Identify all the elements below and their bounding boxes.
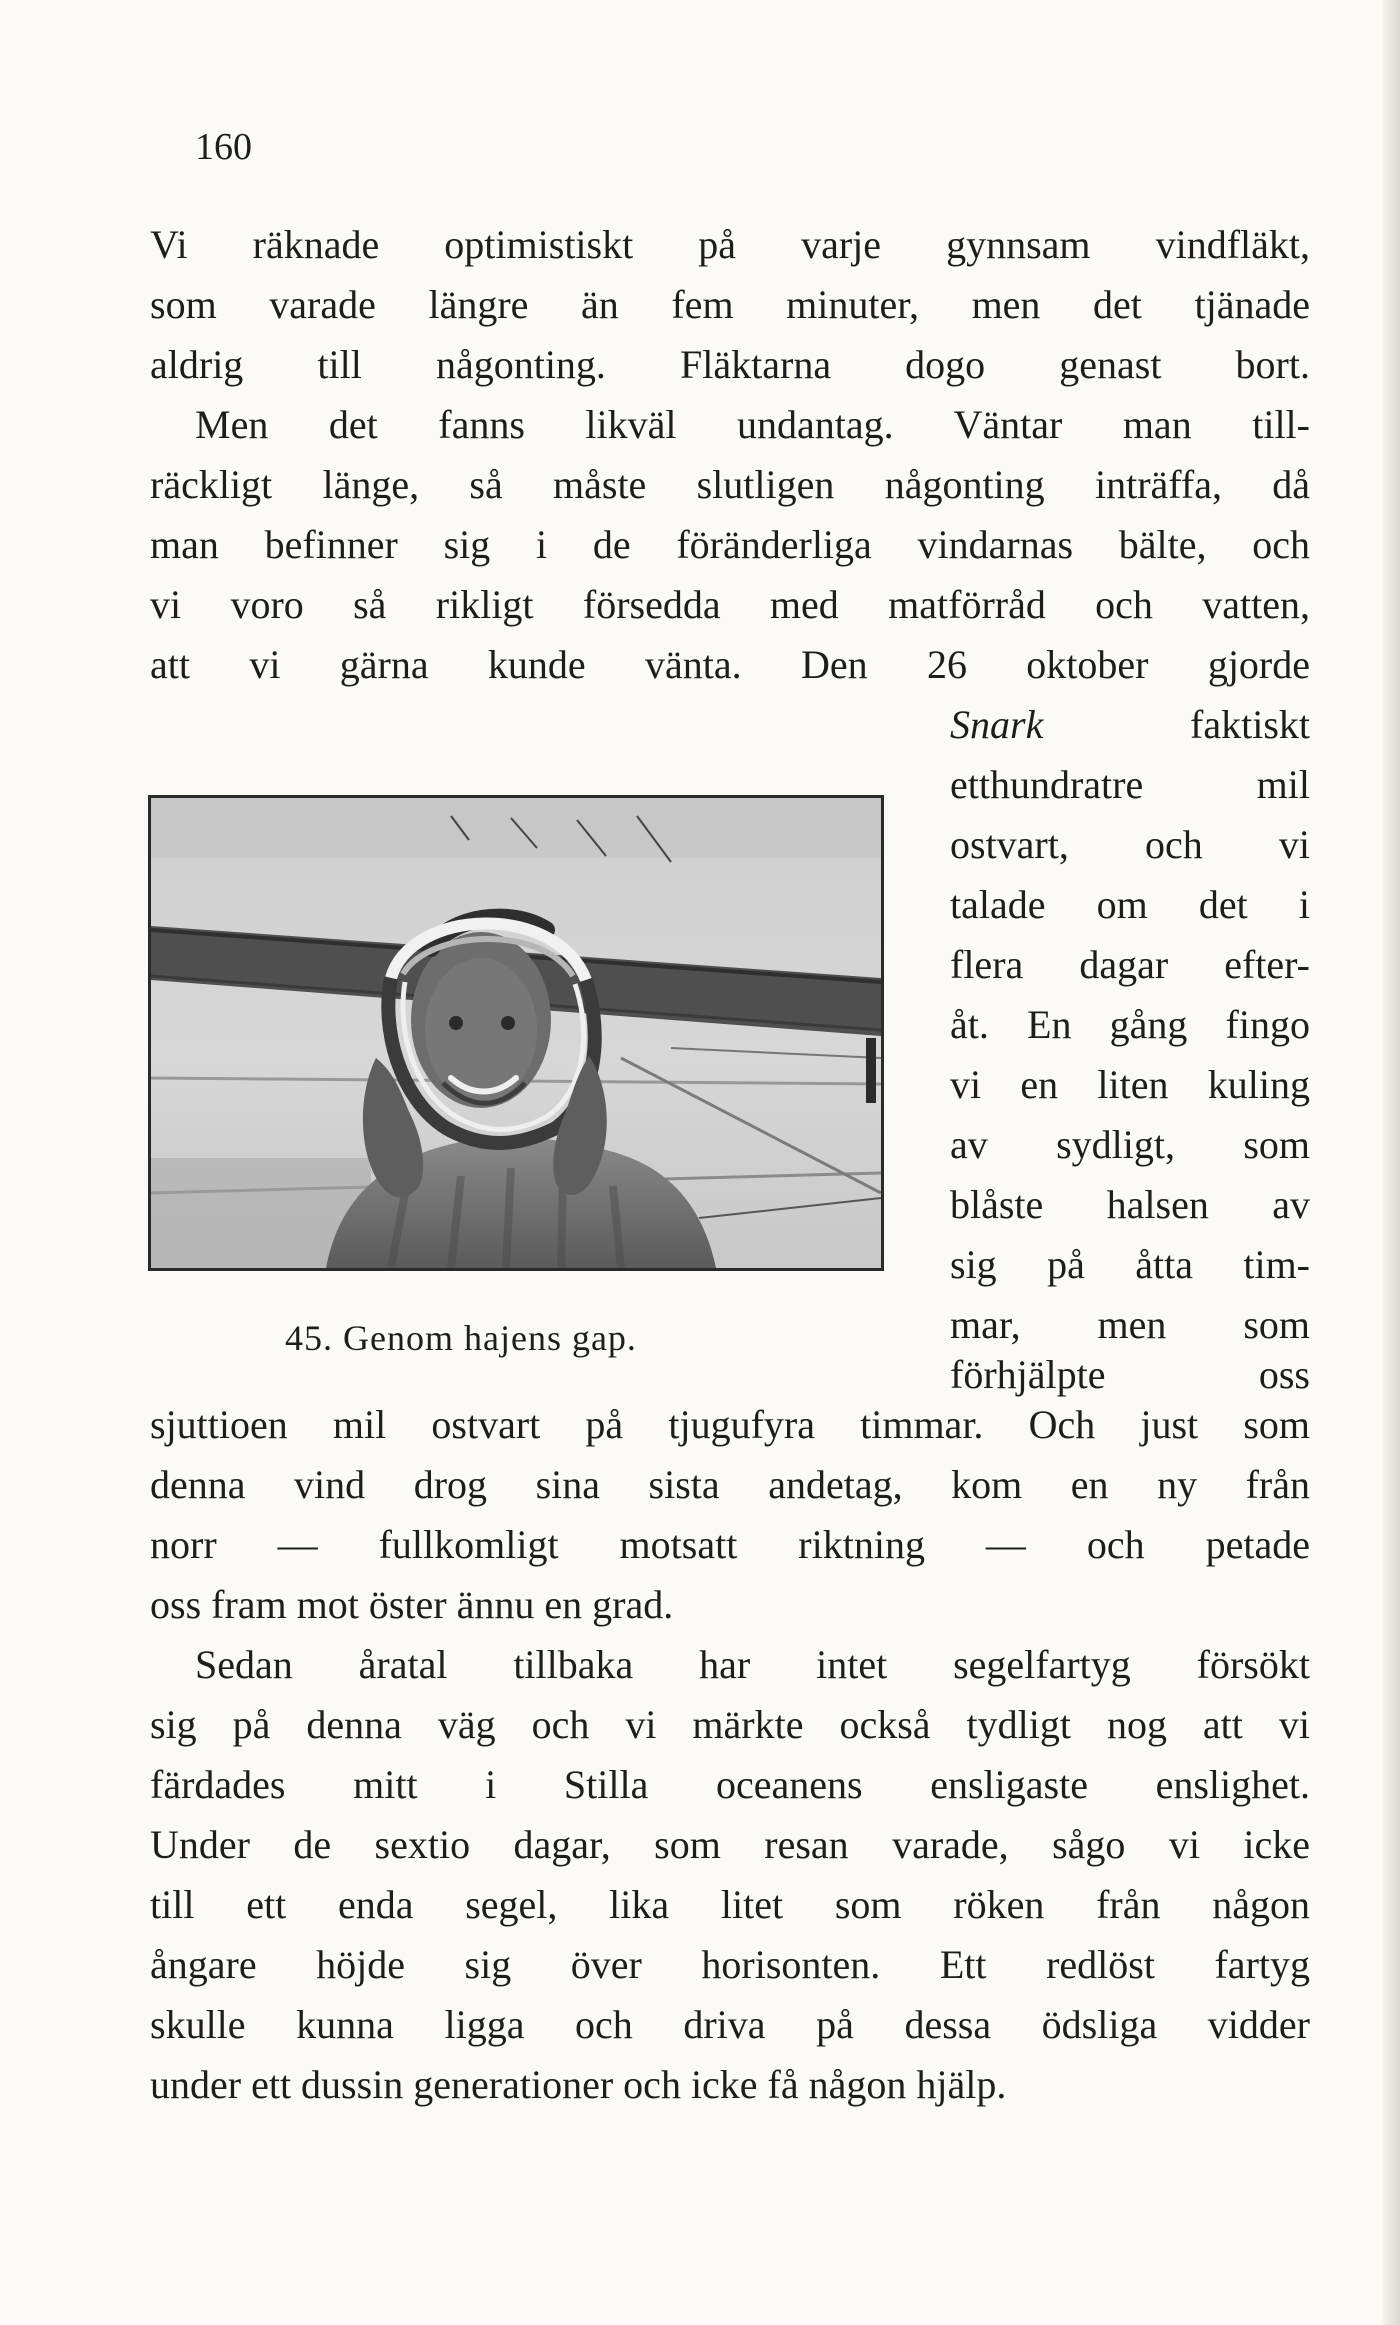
narrow-line-10: sig på åtta tim-	[950, 1242, 1310, 1287]
narrow-line-12: förhjälpte oss	[950, 1352, 1310, 1397]
page-edge-shadow	[1382, 0, 1400, 2325]
paragraph-2-line-6: ångare höjde sig över horisonten. Ett redlöst fartyg	[150, 1942, 1310, 1987]
paragraph-2-line-3: färdades mitt i Stilla oceanens ensligaste enslighet.	[150, 1762, 1310, 1807]
photo-illustration	[151, 798, 881, 1268]
paragraph-1-line-5: räckligt länge, så måste slutligen någonting inträffa, då	[150, 462, 1310, 507]
narrow-line-1	[950, 702, 1310, 747]
narrow-line-2: etthundratre mil	[950, 762, 1310, 807]
narrow-line-3: ostvart, och vi	[950, 822, 1310, 867]
paragraph-2-line-1: Sedan åratal tillbaka har intet segelfartyg försökt	[195, 1642, 1310, 1687]
shark-jaw-photo	[148, 795, 884, 1271]
narrow-line-5: flera dagar efter-	[950, 942, 1310, 987]
paragraph-1-after-line-4: oss fram mot öster ännu en grad.	[150, 1582, 674, 1627]
narrow-line-11: mar, men som	[950, 1302, 1310, 1347]
narrow-line-1-rest: faktiskt	[1043, 702, 1310, 747]
paragraph-1-line-2: som varade längre än fem minuter, men det tjänade	[150, 282, 1310, 327]
paragraph-1-line-6: man befinner sig i de föränderliga vindarnas bälte, och	[150, 522, 1310, 567]
ship-name: Snark	[950, 702, 1044, 747]
paragraph-2-line-7: skulle kunna ligga och driva på dessa ödsliga vidder	[150, 2002, 1310, 2047]
paragraph-2-line-8: under ett dussin generationer och icke få någon hjälp.	[150, 2062, 1007, 2107]
paragraph-2-line-4: Under de sextio dagar, som resan varade, sågo vi icke	[150, 1822, 1310, 1867]
narrow-line-8: av sydligt, som	[950, 1122, 1310, 1167]
paragraph-2-line-5: till ett enda segel, lika litet som röken från någon	[150, 1882, 1310, 1927]
narrow-line-4: talade om det i	[950, 882, 1310, 927]
paragraph-1-after-line-2: denna vind drog sina sista andetag, kom en ny från	[150, 1462, 1310, 1507]
paragraph-1-after-line-3: norr — fullkomligt motsatt riktning — och petade	[150, 1522, 1310, 1567]
narrow-line-9: blåste halsen av	[950, 1182, 1310, 1227]
paragraph-1-line-4: Men det fanns likväl undantag. Väntar man till-	[195, 402, 1310, 447]
paragraph-1-after-line-1: sjuttioen mil ostvart på tjugufyra timmar. Och just som	[150, 1402, 1310, 1447]
figure-caption: 45. Genom hajens gap.	[285, 1318, 637, 1358]
paragraph-1-line-8: att vi gärna kunde vänta. Den 26 oktober gjorde	[150, 642, 1310, 687]
paragraph-1-line-1: Vi räknade optimistiskt på varje gynnsam vindfläkt,	[150, 222, 1310, 267]
paragraph-1-line-3: aldrig till någonting. Fläktarna dogo genast bort.	[150, 342, 1310, 387]
paragraph-1-line-7: vi voro så rikligt försedda med matförråd och vatten,	[150, 582, 1310, 627]
page-number: 160	[195, 126, 252, 168]
narrow-line-7: vi en liten kuling	[950, 1062, 1310, 1107]
narrow-line-6: åt. En gång fingo	[950, 1002, 1310, 1047]
paragraph-2-line-2: sig på denna väg och vi märkte också tydligt nog att vi	[150, 1702, 1310, 1747]
